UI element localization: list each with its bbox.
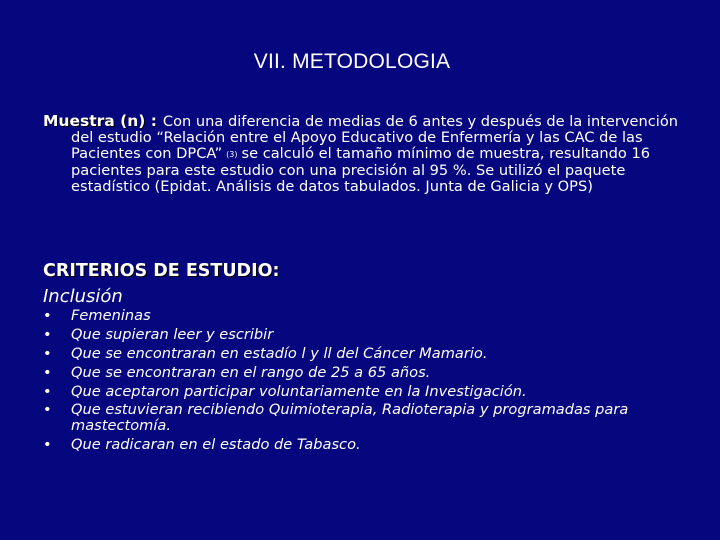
bullet-icon: • — [43, 435, 52, 453]
muestra-paragraph — [43, 113, 683, 195]
inclusion-item-text: Femeninas — [71, 307, 151, 324]
inclusion-item-text: Que estuvieran recibiendo Quimioterapia, Radioterapia y programadas para mastectomía. — [71, 401, 629, 434]
muestra-reference: (3) — [226, 150, 238, 159]
inclusion-list — [43, 308, 683, 456]
inclusion-item-text: Que se encontraran en estadío l y ll del Cáncer Mamario. — [71, 344, 488, 362]
inclusion-item-text: Que aceptaron participar voluntariamente en la Investigación. — [71, 382, 527, 400]
bullet-icon: • — [43, 401, 52, 419]
bullet-icon: • — [43, 382, 52, 400]
inclusion-item — [43, 384, 683, 400]
inclusion-item-text: Que se encontraran en el rango de 25 a 65 años. — [71, 363, 431, 381]
bullet-icon: • — [43, 307, 52, 324]
inclusion-item — [43, 437, 683, 453]
inclusion-item — [43, 346, 683, 362]
inclusion-item — [43, 402, 683, 433]
bullet-icon: • — [43, 344, 52, 362]
inclusion-item-text: Que radicaran en el estado de Tabasco. — [71, 435, 361, 453]
inclusion-item — [43, 365, 683, 381]
inclusion-item — [43, 327, 683, 343]
inclusion-item-text: Que supieran leer y escribir — [71, 325, 274, 343]
bullet-icon: • — [43, 363, 52, 381]
muestra-label: Muestra (n) : — [43, 112, 157, 130]
criterios-heading: CRITERIOS DE ESTUDIO: — [43, 261, 280, 281]
inclusion-heading: Inclusión — [43, 286, 123, 307]
muestra-text-part2: se calculó el tamaño mínimo de muestra, resultando 16 pacientes para este estudio con una precisión al 95 %. Se utilizó el paquete estadístico (Epidat. Análisis de datos tabulados. Junta de Galicia y OPS) — [71, 145, 651, 195]
muestra-text-part1: Con una diferencia de medias de 6 antes y después de la intervención del estudio “Relación entre el Apoyo Educativo de Enfermería y las CAC de las Pacientes con DPCA” — [71, 113, 679, 162]
slide-title: VII. METODOLOGIA — [253, 50, 451, 73]
inclusion-item — [43, 308, 683, 324]
bullet-icon: • — [43, 325, 52, 343]
